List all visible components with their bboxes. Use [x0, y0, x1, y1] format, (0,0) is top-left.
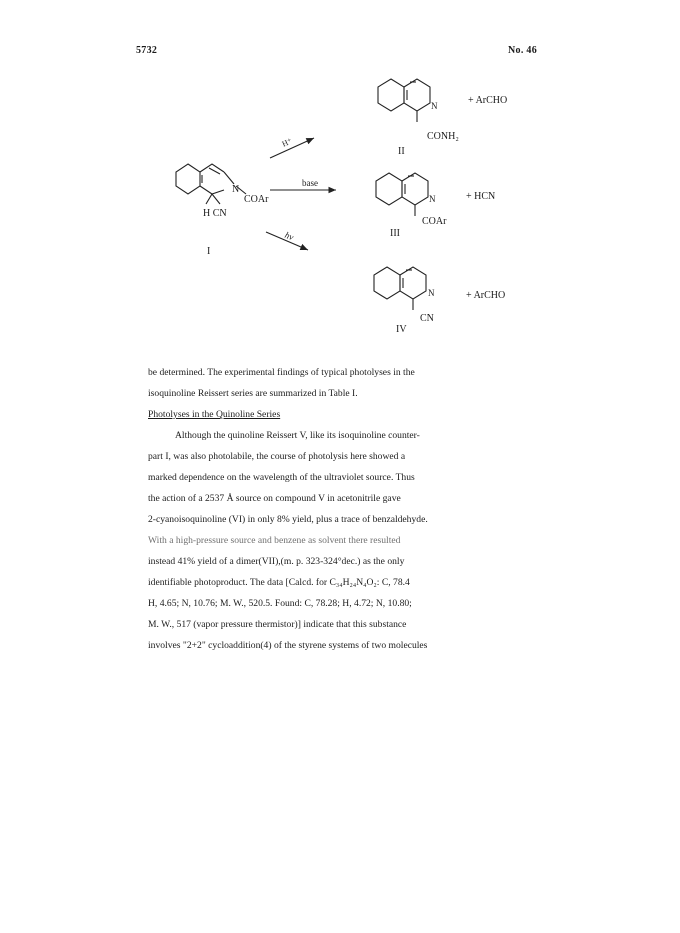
reactant-h-cn: H CN — [203, 208, 227, 219]
acid-label: H⁺ — [280, 136, 294, 149]
text-line: the action of a 2537 Å source on compound V in acetonitrile gave — [148, 493, 401, 504]
text-line: 2-cyanoisoquinoline (VI) in only 8% yield, plus a trace of benzaldehyde. — [148, 514, 428, 525]
coproduct-iv: + ArCHO — [466, 290, 506, 301]
structure-iv — [374, 267, 426, 310]
text-line: part I, was also photolabile, the course of photolysis here showed a — [148, 451, 406, 462]
text-line: be determined. The experimental findings of typical photolyses in the — [148, 367, 415, 378]
text-line: M. W., 517 (vapor pressure thermistor)] indicate that this substance — [148, 619, 407, 630]
page-number: 5732 — [136, 45, 158, 56]
text-line: isoquinoline Reissert series are summarized in Table I. — [148, 388, 358, 399]
structure-ii — [378, 79, 430, 122]
section-heading: Photolyses in the Quinoline Series — [148, 409, 281, 420]
text-line: Although the quinoline Reissert V, like its isoquinoline counter- — [175, 430, 420, 441]
body-text — [148, 362, 548, 656]
reaction-scheme — [0, 0, 680, 360]
reactant-substituent: COAr — [244, 194, 269, 205]
structure-iii — [376, 173, 428, 216]
compound-number-iv: IV — [396, 324, 407, 335]
text-line: marked dependence on the wavelength of the ultraviolet source. Thus — [148, 472, 415, 483]
text-line: instead 41% yield of a dimer(VII),(m. p. 323-324°dec.) as the only — [148, 556, 405, 567]
substituent-ii: CONH₂ — [427, 131, 459, 142]
base-label: base — [302, 178, 318, 188]
compound-number-ii: II — [398, 146, 405, 157]
coproduct-iii: + HCN — [466, 191, 496, 202]
text-line: With a high-pressure source and benzene as solvent there resulted — [148, 535, 401, 546]
ring-n-label: N — [232, 184, 240, 195]
substituent-iii: COAr — [422, 216, 447, 227]
text-line: involves "2+2" cycloaddition(4) of the styrene systems of two molecules — [148, 640, 428, 651]
substituent-iv: CN — [420, 313, 434, 324]
compound-number-i: I — [207, 246, 211, 257]
compound-number-iii: III — [390, 228, 400, 239]
ring-n-label: N — [431, 101, 438, 111]
text-line: H, 4.65; N, 10.76; M. W., 520.5. Found: C, 78.28; H, 4.72; N, 10.80; — [148, 598, 412, 609]
ring-n-label: N — [428, 288, 435, 298]
journal-issue: No. 46 — [508, 45, 538, 56]
text-line: identifiable photoproduct. The data [Calcd. for C₃₄H₂₄N₄O₂: C, 78.4 — [148, 577, 410, 588]
ring-n-label: N — [429, 194, 436, 204]
coproduct-ii: + ArCHO — [468, 95, 508, 106]
light-label: hν — [283, 229, 296, 243]
